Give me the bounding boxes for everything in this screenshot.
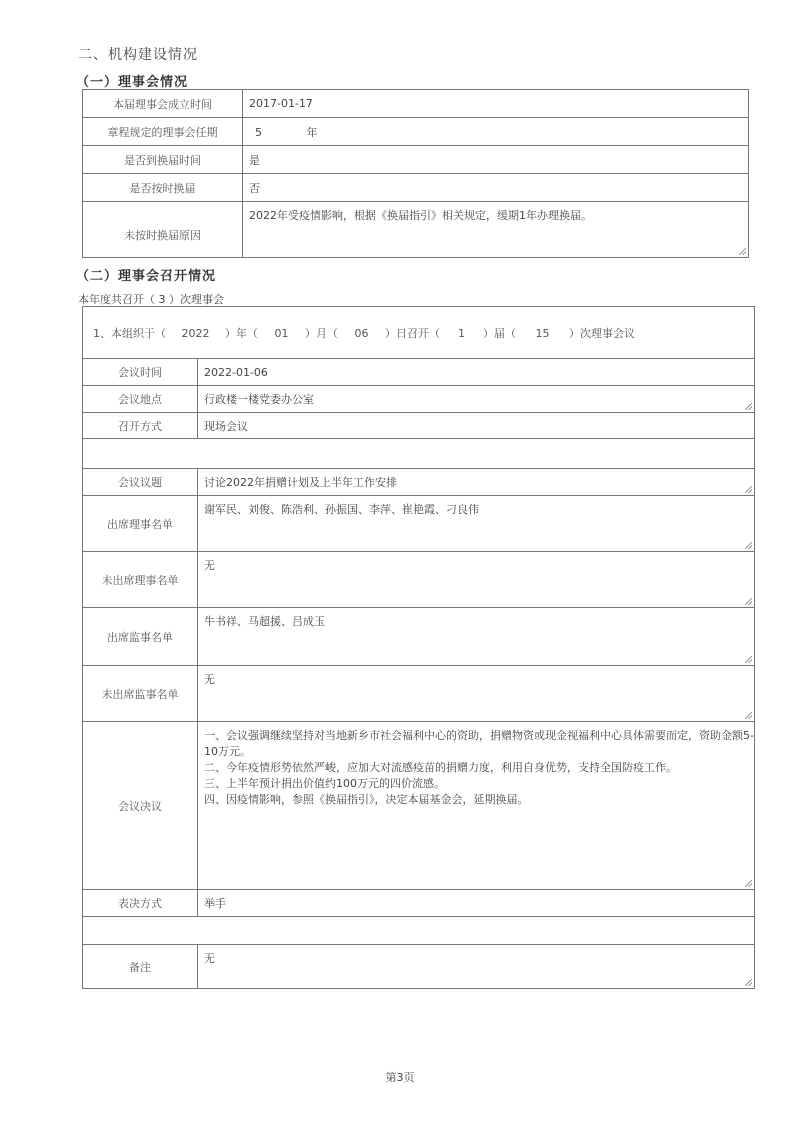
founded-date: 2017-01-17: [243, 90, 749, 118]
meeting-row: [83, 945, 755, 989]
resolution-line: 三、上半年预计捐出价值约100万元的四价流感。: [204, 777, 445, 790]
resize-grip-icon[interactable]: [745, 656, 752, 663]
absent-directors: 无: [204, 559, 215, 572]
page-number: 第3页: [385, 1071, 415, 1084]
meeting-row: [83, 552, 755, 608]
meeting-topic: 讨论2022年捐赠计划及上半年工作安排: [204, 476, 397, 489]
section-title: 二、机构建设情况: [78, 47, 198, 63]
attending-directors: 谢军民、刘俊、陈浩利、孙振国、李萍、崔艳霞、刁良伟: [204, 503, 479, 516]
absent-supervisors: 无: [204, 673, 215, 686]
row-label: 召开方式: [83, 413, 198, 439]
meeting-row: [83, 386, 755, 413]
resize-grip-icon[interactable]: [745, 598, 752, 605]
board-subtitle: （一）理事会情况: [76, 75, 189, 90]
header-session-text: ）届（: [483, 326, 516, 340]
board-row: [83, 118, 749, 146]
header-prefix: 1、本组织于（: [93, 326, 166, 340]
absent-supervisors-field[interactable]: [198, 666, 755, 722]
meetings-subtitle: （二）理事会召开情况: [76, 269, 217, 284]
row-label: 会议决议: [83, 722, 198, 890]
row-label: 未按时换届原因: [83, 202, 243, 258]
header-month-text: ）月（: [305, 326, 338, 340]
meeting-row: [83, 608, 755, 666]
meeting-place-field[interactable]: [198, 386, 755, 413]
board-row: [83, 146, 749, 174]
row-label: 本届理事会成立时间: [83, 90, 243, 118]
supervisors-field[interactable]: [198, 608, 755, 666]
meeting-time: 2022-01-06: [198, 359, 755, 386]
row-label: 备注: [83, 945, 198, 989]
meeting-row: [83, 890, 755, 917]
faded-row-cell: [83, 917, 755, 945]
attend-field[interactable]: [198, 496, 755, 552]
faded-row: [83, 439, 755, 469]
meeting-header-row: [83, 307, 755, 359]
row-label: 会议地点: [83, 386, 198, 413]
vote-method: 举手: [198, 890, 755, 917]
meeting-month: 01: [274, 326, 289, 340]
term-cell: [243, 118, 749, 146]
row-label: 会议时间: [83, 359, 198, 386]
row-label: 未出席监事名单: [83, 666, 198, 722]
meeting-topic-field[interactable]: [198, 469, 755, 496]
row-label: 未出席理事名单: [83, 552, 198, 608]
resize-grip-icon[interactable]: [745, 979, 752, 986]
resize-grip-icon[interactable]: [739, 248, 746, 255]
row-label: 出席理事名单: [83, 496, 198, 552]
meeting-header: [83, 307, 755, 359]
meeting-place: 行政楼一楼党委办公室: [204, 393, 314, 406]
resize-grip-icon[interactable]: [745, 712, 752, 719]
delay-reason-field[interactable]: [243, 202, 749, 258]
absent-field[interactable]: [198, 552, 755, 608]
resolution-field[interactable]: [198, 722, 755, 890]
board-table: [82, 89, 749, 258]
remark: 无: [204, 952, 215, 965]
meeting-row: [83, 722, 755, 890]
term-due: 是: [243, 146, 749, 174]
resize-grip-icon[interactable]: [745, 542, 752, 549]
header-count-text: ）次理事会议: [569, 326, 635, 340]
row-label: 章程规定的理事会任期: [83, 118, 243, 146]
row-label: 是否到换届时间: [83, 146, 243, 174]
resolution-line: 四、因疫情影响，参照《换届指引》，决定本届基金会，延期换届。: [204, 793, 529, 806]
resize-grip-icon[interactable]: [745, 486, 752, 493]
meeting-session: 1: [458, 326, 465, 340]
board-row: [83, 174, 749, 202]
meeting-row: [83, 413, 755, 439]
meeting-day: 06: [354, 326, 369, 340]
term-unit: 年: [306, 125, 318, 139]
board-row: [83, 90, 749, 118]
meeting-row: [83, 496, 755, 552]
meeting-row: [83, 469, 755, 496]
attending-supervisors: 牛书祥、马超援、吕成玉: [204, 615, 325, 628]
meeting-mode: 现场会议: [198, 413, 755, 439]
meeting-year: 2022: [181, 326, 210, 340]
meeting-row: [83, 666, 755, 722]
meeting-table: [82, 306, 755, 989]
resize-grip-icon[interactable]: [745, 403, 752, 410]
meeting-row: [83, 359, 755, 386]
board-row: [83, 202, 749, 258]
delay-reason: 2022年受疫情影响，根据《换届指引》相关规定，缓期1年办理换届。: [249, 209, 592, 222]
on-time: 否: [243, 174, 749, 202]
remark-field[interactable]: [198, 945, 755, 989]
faded-row-cell: [83, 439, 755, 469]
resize-grip-icon[interactable]: [745, 880, 752, 887]
row-label: 会议议题: [83, 469, 198, 496]
faded-row: [83, 917, 755, 945]
header-day-text: ）日召开（: [385, 326, 440, 340]
header-year-text: ）年（: [225, 326, 258, 340]
row-label: 出席监事名单: [83, 608, 198, 666]
meeting-count: 15: [535, 326, 550, 340]
row-label: 是否按时换届: [83, 174, 243, 202]
resolution-line: 一、会议强调继续坚持对当地新乡市社会福利中心的资助，捐赠物资或现金视福利中心具体需要而定，资助金额5-10万元。: [204, 729, 754, 758]
term-value: 5: [255, 125, 262, 139]
meeting-count-note: 本年度共召开（ 3 ）次理事会: [78, 293, 224, 306]
resolution-line: 二、今年疫情形势依然严峻，应加大对流感疫苗的捐赠力度，利用自身优势，支持全国防疫工作。: [204, 761, 677, 774]
row-label: 表决方式: [83, 890, 198, 917]
